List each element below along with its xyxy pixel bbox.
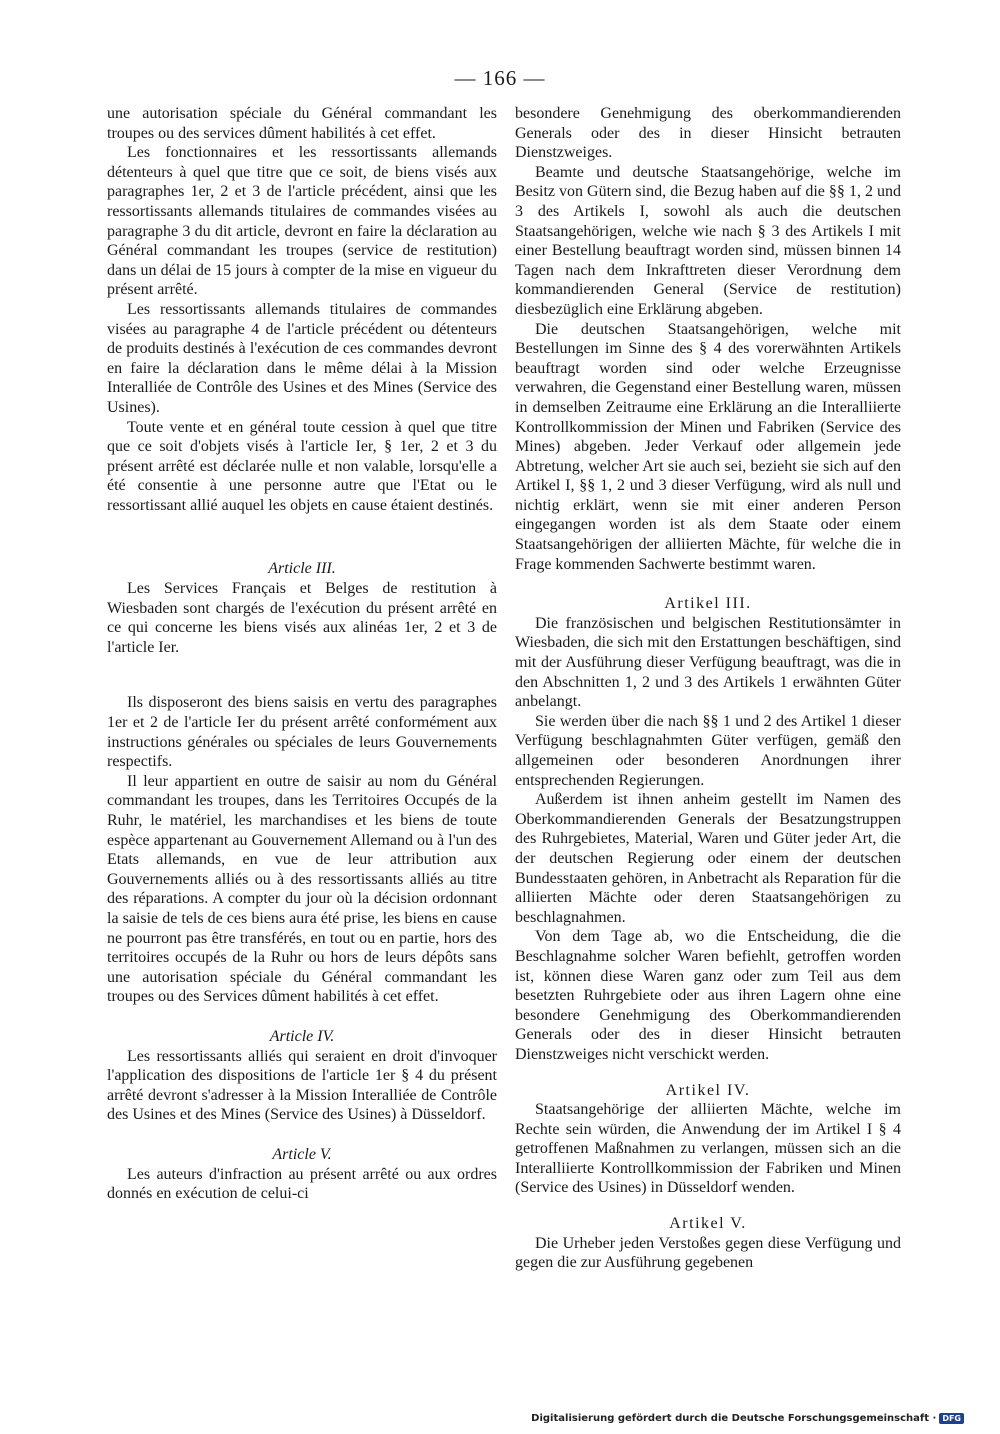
fr-paragraph-8: Les auteurs d'infraction au présent arrêté ou aux ordres donnés en exécution de celui-ci <box>107 1165 497 1203</box>
de-paragraph-8: Die Urheber jeden Verstoßes gegen diese Verfügung und gegen die zur Ausführung gegebenen <box>515 1234 901 1272</box>
page-number: — 166 — <box>454 66 546 90</box>
de-paragraph-7: Staatsangehörige der alliierten Mächte, welche im Rechte sein würden, die Anwendung der im Artikel I § 4 getroffenen Maßnahmen zu verlangen, müssen sich an die Interalliierte Kontrollkommission der Fabriken und Minen (Service des Usines) in Düsseldorf wenden. <box>515 1101 901 1197</box>
digitization-footer <box>531 1413 964 1424</box>
fr-paragraph-6: Il leur appartient en outre de saisir au nom du Général commandant les troupes, dans les Territoires Occupés de la Ruhr, le matériel, les marchandises et les biens de toute espèce appartenant au Gouvernement Allemand ou à l'un des Etats allemands, en vue de leur attribution aux Gouvernements alliés ou à des ressortissants alliés au titre des réparations. A compter du jour où la décision ordonnant la saisie de tels de ces biens aura été prise, les biens en cause ne pourront pas être transférés, en tout ou en partie, hors des territoires occupés de la Ruhr ou hors de leurs dépôts sans une autorisation spéciale du Général commandant les troupes ou des Services dûment habilités à cet effet. <box>107 772 497 1006</box>
de-article-heading-5: Artikel V. <box>669 1215 747 1233</box>
fr-article-heading-3: Article III. <box>268 560 336 578</box>
fr-paragraph-0: une autorisation spéciale du Général commandant les troupes ou des services dûment habilités à cet effet. <box>107 105 497 142</box>
de-article-heading-3: Artikel III. <box>664 595 752 613</box>
fr-paragraph-1: Les fonctionnaires et les ressortissants allemands détenteurs à quel que titre que ce soit, de biens visés aux paragraphes 1er, 2 et 3 de l'article précédent, ainsi que les ressortissants allemands titulaires de commandes visées au paragraphe 3 du dit article, devront en faire la déclaration au Général commandant les troupes (service de restitution) dans un délai de 15 jours à compter de la mise en vigueur du présent arrêté. <box>107 144 497 299</box>
de-paragraph-2: Die deutschen Staatsangehörigen, welche mit Bestellungen im Sinne des § 4 des vorerwähnten Artikels beauftragt worden sind oder welche Erzeugnisse verwahren, die Gegenstand einer Bestellung waren, müssen in demselben Zeitraume eine Erklärung an die Interalliierte Kontrollkommission der Minen und Fabriken (Service des Mines) abgeben. Jeder Verkauf oder allgemein jede Abtretung, welcher Art sie auch sei, bezieht sie sich auf den Artikel I, §§ 1, 2 und 3 dieser Verfügung, wird als null und nichtig erklärt, wenn sie mit einer anderen Person eingegangen worden ist als dem Staate oder einem Staatsangehörigen der alliierten Mächte, für welche die in Frage kommenden Sachwerte bestimmt waren. <box>515 320 901 573</box>
fr-paragraph-2: Les ressortissants allemands titulaires de commandes visées au paragraphe 4 de l'article précédent ou détenteurs de produits destinés à l'exécution de ces commandes devront en faire la déclaration dans le même délai à la Mission Interalliée de Contrôle des Usines et des Mines (Service des Usines). <box>107 300 497 416</box>
de-paragraph-6: Von dem Tage ab, wo die Entscheidung, die die Beschlagnahme solcher Waren befiehlt, getroffen worden ist, können diese Waren ganz oder zum Teil aus dem besetzten Ruhrgebiete oder aus ihren Lagern ohne eine besondere Genehmigung des Oberkommandierenden Generals oder des in dieser Hinsicht betrauten Dienstzweiges nicht verschickt werden. <box>515 928 901 1063</box>
french-column <box>107 104 497 1204</box>
de-paragraph-0: besondere Genehmigung des oberkommandierenden Generals oder des in dieser Hinsicht betrauten Dienstzweiges. <box>515 105 901 162</box>
footer-text: Digitalisierung gefördert durch die Deutsche Forschungsgemeinschaft · <box>531 1413 937 1424</box>
de-paragraph-5: Außerdem ist ihnen anheim gestellt im Namen des Oberkommandierenden Generals der Besatzungstruppen des Ruhrgebietes, Material, Waren und Güter jeder Art, die der deutschen Regierung oder einem der deutschen Bundesstaaten gehören, in Anbetracht als Reparation für die alliierten Mächte oder deren Staatsangehörigen zu beschlagnahmen. <box>515 791 901 926</box>
fr-paragraph-3: Toute vente et en général toute cession à quel que titre que ce soit d'objets visés à l'article Ier, § 1er, 2 et 3 du présent arrêté est déclarée nulle et non valable, lorsqu'elle a été consentie à une personne autre que l'Etat ou le ressortissant allié auquel les objets en cause étaient destinés. <box>107 418 497 514</box>
de-paragraph-4: Sie werden über die nach §§ 1 und 2 des Artikel 1 dieser Verfügung beschlagnahmten Güter verfügen, gemäß den allgemeinen oder besonderen Anordnungen ihrer entsprechenden Regierungen. <box>515 712 901 789</box>
fr-article-heading-4: Article IV. <box>269 1027 335 1045</box>
fr-paragraph-5: Ils disposeront des biens saisis en vertu des paragraphes 1er et 2 de l'article Ier du présent arrêté conformément aux instructions générales ou spéciales de leurs Gouvernements respectifs. <box>107 694 497 771</box>
de-article-heading-4: Artikel IV. <box>665 1081 751 1099</box>
de-paragraph-3: Die französischen und belgischen Restitutionsämter in Wiesbaden, die sich mit den Erstattungen beschäftigen, sind mit der Ausführung dieser Verfügung beauftragt, was die in den Abschnitten 1, 2 und 3 des Artikels 1 erwähnten Güter anbelangt. <box>515 614 901 711</box>
fr-paragraph-7: Les ressortissants alliés qui seraient en droit d'invoquer l'application des dispositions de l'article 1er § 4 du présent arrêté devront s'adresser à la Mission Interalliée de Contrôle des Usines et des Mines (Service des Usines) à Düsseldorf. <box>107 1047 497 1124</box>
german-column <box>515 104 901 1273</box>
de-paragraph-1: Beamte und deutsche Staatsangehörige, welche im Besitz von Gütern sind, die Bezug haben auf die §§ 1, 2 und 3 des Artikels I, sowohl als auch die deutschen Staatsangehörigen, welche wie nach § 3 des Artikels I mit einer Bestellung beauftragt worden sind, müssen binnen 14 Tagen nach dem Inkrafttreten dieser Verordnung dem kommandierenden General (Service de restitution) diesbezüglich eine Erklärung abgeben. <box>515 163 901 318</box>
fr-paragraph-4: Les Services Français et Belges de restitution à Wiesbaden sont chargés de l'exécution du présent arrêté en ce qui concerne les biens visés aux alinéas 1er, 2 et 3 de l'article Ier. <box>107 580 497 656</box>
dfg-logo-icon: DFG <box>939 1413 964 1424</box>
fr-article-heading-5: Article V. <box>272 1145 332 1163</box>
